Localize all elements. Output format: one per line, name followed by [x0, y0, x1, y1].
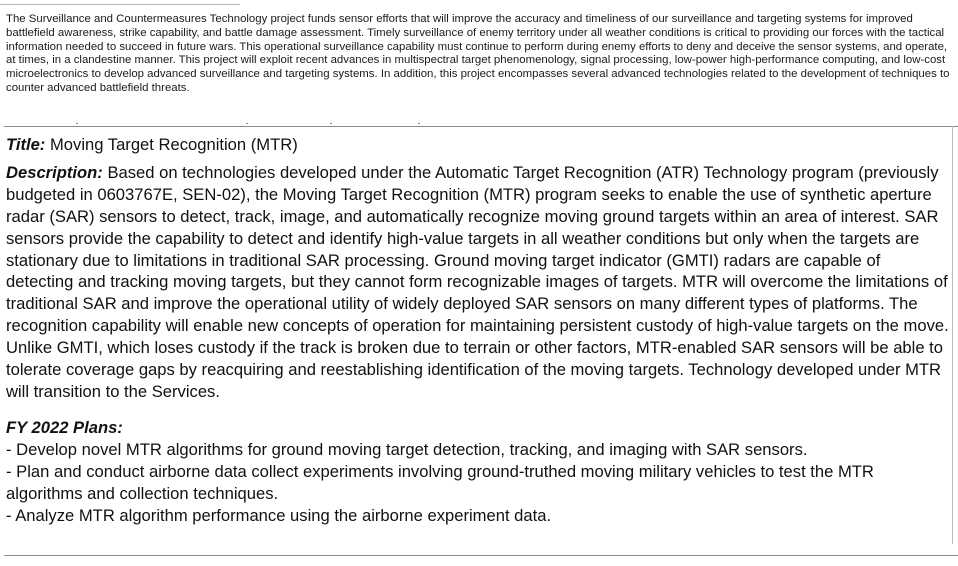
bottom-rule: [4, 555, 958, 556]
title-value: Moving Target Recognition (MTR): [49, 135, 298, 154]
title-label: Title:: [6, 135, 46, 154]
top-rule: [0, 4, 240, 5]
divider-tick: [330, 123, 332, 124]
description-text: Based on technologies developed under the Automatic Target Recognition (ATR) Technology program (previously budgeted in 0603767E, SEN-02), the Moving Target Recognition (MTR) program seeks to enable the use of synthetic aperture radar (SAR) sensors to detect, track, image, and automatically recognize moving ground targets within an area of interest. SAR sensors provide the capability to detect and identify high-value targets in all weather conditions but only when the targets are stationary due to limitations in traditional SAR processing. Ground moving target indicator (GMTI) radars are capable of detecting and tracking moving targets, but they cannot form recognizable images of targets. MTR will overcome the limitations of traditional SAR and improve the operational utility of widely deployed SAR sensors on many different types of platforms. The recognition capability will enable new concepts of operation for maintaining persistent custody of high-value targets on the move. Unlike GMTI, which loses custody if the track is broken due to terrain or other factors, MTR-enabled SAR sensors will be able to tolerate coverage gaps by reacquiring and reestablishing identification of the moving targets. Technology developed under MTR will transition to the Services.: [6, 162, 949, 401]
plans-heading: FY 2022 Plans:: [6, 417, 123, 437]
plans-list: [6, 439, 952, 527]
title-line: [6, 134, 952, 156]
divider-tick: [246, 123, 248, 124]
description-paragraph: [6, 162, 952, 403]
plan-item: - Analyze MTR algorithm performance using the airborne experiment data.: [6, 505, 552, 525]
divider-tick: [418, 123, 420, 124]
plan-item: - Develop novel MTR algorithms for ground moving target detection, tracking, and imaging with SAR sensors.: [6, 439, 808, 459]
intro-text: The Surveillance and Countermeasures Technology project funds sensor efforts that will improve the accuracy and timeliness of our surveillance and targeting systems for improved battlefield awareness, strike capability, and battle damage assessment. Timely surveillance of enemy territory under all weather conditions is critical to providing our forces with the tactical information needed to succeed in future wars. This operational surveillance capability must continue to perform during enemy efforts to deny and deceive the sensor systems, and operate, at times, in a clandestine manner. This project will exploit recent advances in multispectral target phenomenology, signal processing, low-power high-performance computing, and low-cost microelectronics to develop advanced surveillance and targeting systems. In addition, this project encompasses several advanced technologies related to the development of techniques to counter advanced battlefield threats.: [6, 13, 950, 94]
project-section: [6, 134, 952, 526]
divider-tick: [76, 123, 78, 124]
section-divider: [4, 126, 958, 127]
section-right-border: [952, 126, 953, 544]
intro-paragraph: [6, 13, 950, 96]
description-label: Description:: [6, 162, 103, 182]
plan-item: - Plan and conduct airborne data collect experiments involving ground-truthed moving military vehicles to test the MTR algorithms and collection techniques.: [6, 461, 874, 503]
